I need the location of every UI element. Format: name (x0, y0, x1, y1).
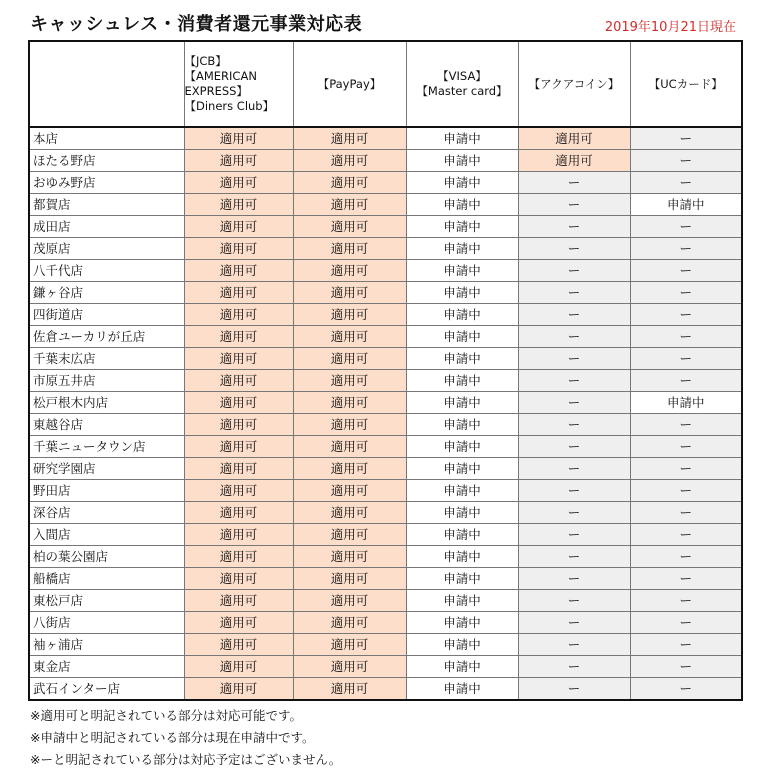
store-name: ほたる野店 (29, 150, 184, 172)
status-cell: ー (518, 634, 630, 656)
status-cell: 適用可 (293, 194, 406, 216)
status-cell: 適用可 (184, 502, 293, 524)
status-cell: 適用可 (184, 458, 293, 480)
status-cell: 適用可 (184, 590, 293, 612)
table-row (29, 480, 742, 502)
status-cell: 申請中 (406, 172, 518, 194)
status-cell: 適用可 (184, 282, 293, 304)
store-name: 八街店 (29, 612, 184, 634)
status-cell: 適用可 (293, 546, 406, 568)
status-cell: ー (518, 238, 630, 260)
status-cell: ー (630, 260, 742, 282)
as-of-date: 2019年10月21日現在 (604, 20, 736, 35)
status-cell: ー (630, 348, 742, 370)
table-row (29, 370, 742, 392)
page-title: キャッシュレス・消費者還元事業対応表 (30, 14, 363, 35)
status-cell: 適用可 (293, 568, 406, 590)
status-cell: 申請中 (406, 678, 518, 701)
status-cell: ー (630, 634, 742, 656)
status-cell: ー (630, 436, 742, 458)
note-applicable: ※適用可と明記されている部分は対応可能です。 (30, 708, 302, 723)
footnotes (30, 705, 341, 771)
status-cell: ー (518, 546, 630, 568)
store-name: 東金店 (29, 656, 184, 678)
status-cell: ー (518, 480, 630, 502)
status-cell: 申請中 (406, 238, 518, 260)
status-cell: ー (518, 326, 630, 348)
status-cell: 適用可 (518, 150, 630, 172)
table-row (29, 326, 742, 348)
table-row (29, 172, 742, 194)
status-cell: ー (518, 436, 630, 458)
table-row (29, 282, 742, 304)
table-row (29, 590, 742, 612)
status-cell: 申請中 (406, 546, 518, 568)
status-cell: ー (630, 656, 742, 678)
table-row (29, 414, 742, 436)
status-cell: ー (630, 590, 742, 612)
store-name: 入間店 (29, 524, 184, 546)
status-cell: 適用可 (293, 238, 406, 260)
table-row (29, 502, 742, 524)
table-row (29, 260, 742, 282)
status-cell: 申請中 (406, 458, 518, 480)
status-cell: 適用可 (293, 436, 406, 458)
status-cell: ー (518, 194, 630, 216)
status-cell: 適用可 (293, 678, 406, 701)
status-cell: 申請中 (406, 127, 518, 150)
table-row (29, 612, 742, 634)
header-visa-master: 【VISA】 【Master card】 (406, 41, 518, 127)
table-row (29, 568, 742, 590)
status-cell: 申請中 (406, 414, 518, 436)
status-cell: 適用可 (184, 260, 293, 282)
status-cell: 申請中 (406, 502, 518, 524)
status-cell: 申請中 (406, 392, 518, 414)
status-cell: 申請中 (406, 568, 518, 590)
status-cell: ー (518, 348, 630, 370)
table-row (29, 524, 742, 546)
status-cell: ー (630, 304, 742, 326)
status-cell: 申請中 (406, 436, 518, 458)
header-paypay: 【PayPay】 (293, 41, 406, 127)
status-cell: ー (630, 326, 742, 348)
store-name: 武石インター店 (29, 678, 184, 701)
status-cell: 適用可 (184, 150, 293, 172)
header-uc-card: 【UCカード】 (630, 41, 742, 127)
store-name: 鎌ヶ谷店 (29, 282, 184, 304)
status-cell: 適用可 (184, 524, 293, 546)
status-cell: 適用可 (184, 370, 293, 392)
status-cell: 申請中 (406, 634, 518, 656)
status-cell: 申請中 (406, 524, 518, 546)
status-cell: ー (630, 216, 742, 238)
table-row (29, 304, 742, 326)
table-row (29, 127, 742, 150)
status-cell: 適用可 (293, 502, 406, 524)
status-cell: 申請中 (630, 392, 742, 414)
table-row (29, 458, 742, 480)
store-name: 市原五井店 (29, 370, 184, 392)
status-cell: 適用可 (184, 546, 293, 568)
status-cell: ー (518, 414, 630, 436)
status-cell: 適用可 (184, 678, 293, 701)
table-row (29, 194, 742, 216)
status-cell: 適用可 (293, 304, 406, 326)
status-cell: 適用可 (293, 260, 406, 282)
note-pending: ※申請中と明記されている部分は現在申請中です。 (30, 730, 315, 745)
status-cell: ー (630, 370, 742, 392)
status-cell: 適用可 (184, 194, 293, 216)
status-cell: 適用可 (184, 392, 293, 414)
status-cell: ー (630, 502, 742, 524)
status-cell: 申請中 (406, 326, 518, 348)
status-cell: 適用可 (293, 634, 406, 656)
status-cell: 適用可 (293, 172, 406, 194)
status-cell: ー (630, 458, 742, 480)
status-cell: 適用可 (293, 656, 406, 678)
status-cell: 適用可 (184, 480, 293, 502)
status-cell: 適用可 (184, 304, 293, 326)
table-row (29, 678, 742, 701)
status-cell: ー (518, 304, 630, 326)
status-cell: ー (518, 678, 630, 701)
status-cell: 適用可 (293, 392, 406, 414)
status-cell: 申請中 (406, 194, 518, 216)
store-name: 研究学園店 (29, 458, 184, 480)
store-name: 松戸根木内店 (29, 392, 184, 414)
status-cell: 申請中 (406, 480, 518, 502)
status-cell: 申請中 (630, 194, 742, 216)
status-cell: 適用可 (293, 524, 406, 546)
status-cell: ー (518, 172, 630, 194)
status-cell: ー (518, 260, 630, 282)
status-cell: 申請中 (406, 612, 518, 634)
status-cell: 申請中 (406, 370, 518, 392)
status-cell: 適用可 (184, 238, 293, 260)
table-row (29, 348, 742, 370)
status-cell: 適用可 (184, 414, 293, 436)
status-cell: 申請中 (406, 304, 518, 326)
status-cell: 申請中 (406, 590, 518, 612)
status-cell: ー (630, 127, 742, 150)
status-cell: 適用可 (184, 326, 293, 348)
status-cell: 適用可 (184, 172, 293, 194)
status-cell: ー (518, 590, 630, 612)
status-cell: 適用可 (293, 282, 406, 304)
store-name: 四街道店 (29, 304, 184, 326)
store-name: 東越谷店 (29, 414, 184, 436)
status-cell: ー (630, 172, 742, 194)
header-jcb-amex-diners: 【JCB】 【AMERICAN EXPRESS】 【Diners Club】 (184, 41, 293, 127)
table-row (29, 546, 742, 568)
status-cell: 申請中 (406, 656, 518, 678)
status-cell: ー (518, 216, 630, 238)
status-cell: ー (518, 502, 630, 524)
store-name: 本店 (29, 127, 184, 150)
store-name: 千葉ニュータウン店 (29, 436, 184, 458)
status-cell: 適用可 (293, 216, 406, 238)
store-name: 八千代店 (29, 260, 184, 282)
status-cell: ー (630, 150, 742, 172)
header-row (29, 41, 742, 127)
status-cell: 適用可 (293, 348, 406, 370)
store-name: 野田店 (29, 480, 184, 502)
status-cell: ー (630, 414, 742, 436)
status-cell: ー (630, 480, 742, 502)
store-name: 東松戸店 (29, 590, 184, 612)
store-name: 深谷店 (29, 502, 184, 524)
status-cell: ー (518, 612, 630, 634)
status-cell: 適用可 (293, 127, 406, 150)
store-name: 船橋店 (29, 568, 184, 590)
store-name: 袖ヶ浦店 (29, 634, 184, 656)
table-row (29, 216, 742, 238)
status-cell: ー (630, 282, 742, 304)
note-none: ※ーと明記されている部分は対応予定はございません。 (30, 752, 342, 767)
status-cell: ー (630, 568, 742, 590)
status-cell: 適用可 (184, 656, 293, 678)
payment-support-table (28, 40, 743, 701)
status-cell: ー (518, 282, 630, 304)
table-row (29, 656, 742, 678)
table-row (29, 150, 742, 172)
status-cell: 適用可 (184, 216, 293, 238)
table-row (29, 238, 742, 260)
status-cell: 適用可 (184, 634, 293, 656)
header-store (29, 41, 184, 127)
status-cell: ー (630, 678, 742, 701)
status-cell: 申請中 (406, 282, 518, 304)
status-cell: ー (518, 524, 630, 546)
status-cell: 申請中 (406, 150, 518, 172)
status-cell: 適用可 (293, 480, 406, 502)
status-cell: ー (630, 546, 742, 568)
store-name: 成田店 (29, 216, 184, 238)
status-cell: 適用可 (184, 568, 293, 590)
status-cell: 適用可 (184, 348, 293, 370)
status-cell: 申請中 (406, 348, 518, 370)
status-cell: ー (518, 370, 630, 392)
header-aquacoin: 【アクアコイン】 (518, 41, 630, 127)
status-cell: ー (630, 612, 742, 634)
status-cell: ー (518, 392, 630, 414)
store-name: おゆみ野店 (29, 172, 184, 194)
table-row (29, 634, 742, 656)
status-cell: 適用可 (293, 326, 406, 348)
store-name: 千葉末広店 (29, 348, 184, 370)
table-row (29, 436, 742, 458)
status-cell: 適用可 (293, 150, 406, 172)
status-cell: 申請中 (406, 216, 518, 238)
status-cell: 適用可 (184, 612, 293, 634)
status-cell: 適用可 (184, 127, 293, 150)
status-cell: 適用可 (293, 414, 406, 436)
status-cell: 適用可 (293, 370, 406, 392)
store-name: 都賀店 (29, 194, 184, 216)
status-cell: ー (518, 458, 630, 480)
status-cell: ー (630, 238, 742, 260)
status-cell: 申請中 (406, 260, 518, 282)
status-cell: ー (630, 524, 742, 546)
status-cell: 適用可 (293, 458, 406, 480)
status-cell: 適用可 (518, 127, 630, 150)
status-cell: 適用可 (293, 612, 406, 634)
store-name: 佐倉ユーカリが丘店 (29, 326, 184, 348)
status-cell: ー (518, 568, 630, 590)
status-cell: 適用可 (293, 590, 406, 612)
status-cell: 適用可 (184, 436, 293, 458)
table-row (29, 392, 742, 414)
store-name: 茂原店 (29, 238, 184, 260)
store-name: 柏の葉公園店 (29, 546, 184, 568)
status-cell: ー (518, 656, 630, 678)
